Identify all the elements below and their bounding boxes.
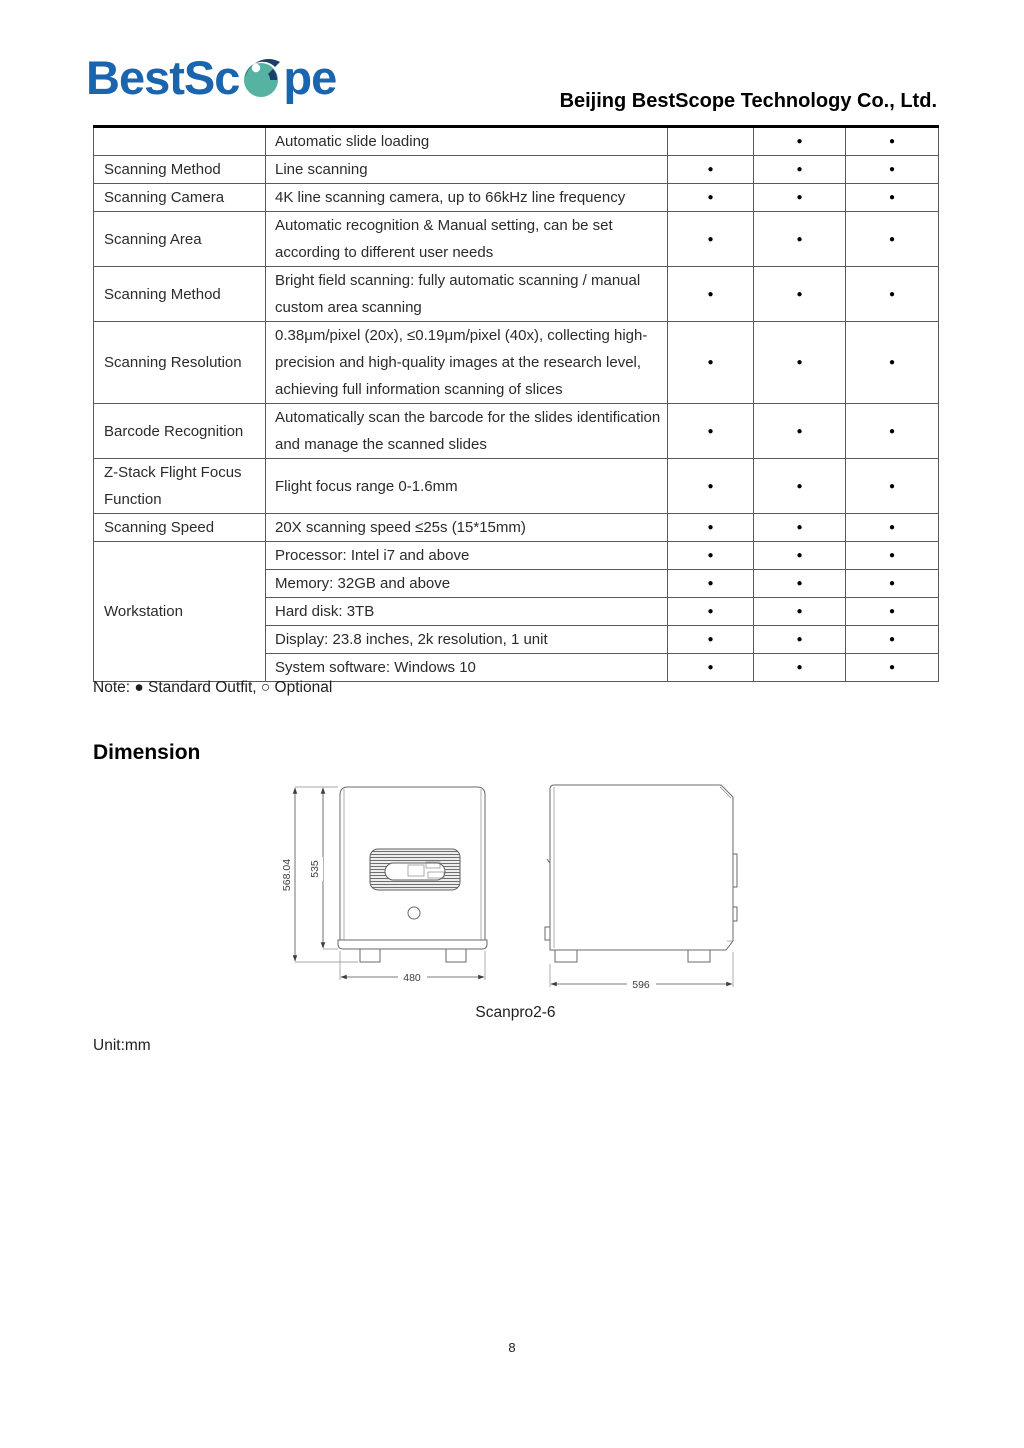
spec-description-line: Bright field scanning: fully automatic scanning / manual: [275, 272, 641, 289]
table-row: [94, 514, 939, 542]
spec-description-line: Automatically scan the barcode for the slides identification: [275, 409, 661, 426]
standard-outfit-bullet: ●: [668, 404, 754, 459]
standard-outfit-bullet: ●: [668, 212, 754, 267]
standard-outfit-bullet: ●: [846, 459, 939, 514]
spec-label: Scanning Method: [94, 267, 266, 322]
spec-description: [266, 598, 668, 626]
spec-description-line: 20X scanning speed ≤25s (15*15mm): [275, 519, 526, 536]
table-row: [94, 459, 939, 514]
spec-label: Scanning Camera: [94, 184, 266, 212]
spec-label: Scanning Method: [94, 156, 266, 184]
standard-outfit-bullet: ●: [846, 404, 939, 459]
front-height-dim: 568.04: [281, 858, 293, 892]
standard-outfit-bullet: ●: [846, 267, 939, 322]
spec-description-line: Memory: 32GB and above: [275, 575, 451, 592]
spec-description-line: and manage the scanned slides: [275, 436, 487, 453]
spec-description-line: Automatic recognition & Manual setting, can be set: [275, 217, 613, 234]
spec-description: [266, 514, 668, 542]
table-row: [94, 184, 939, 212]
spec-label: Barcode Recognition: [94, 404, 266, 459]
spec-label: Scanning Resolution: [94, 322, 266, 404]
standard-outfit-bullet: ●: [754, 156, 846, 184]
table-row: [94, 127, 939, 156]
standard-outfit-bullet: ●: [668, 598, 754, 626]
standard-outfit-bullet: ●: [668, 156, 754, 184]
front-view-drawing: [278, 775, 518, 1010]
spec-description-line: Display: 23.8 inches, 2k resolution, 1 unit: [275, 631, 548, 648]
front-width-dim: 480: [403, 972, 421, 984]
standard-outfit-bullet: ●: [754, 570, 846, 598]
spec-description: [266, 404, 668, 459]
spec-description-line: System software: Windows 10: [275, 659, 476, 676]
spec-label: Z-Stack Flight Focus Function: [94, 459, 266, 514]
standard-outfit-bullet: ●: [668, 267, 754, 322]
spec-label: Scanning Area: [94, 212, 266, 267]
spec-description-line: 4K line scanning camera, up to 66kHz line frequency: [275, 189, 626, 206]
spec-description: [266, 570, 668, 598]
standard-outfit-bullet: ●: [846, 212, 939, 267]
standard-outfit-bullet: ●: [754, 404, 846, 459]
standard-outfit-bullet: ●: [668, 654, 754, 682]
spec-description: [266, 322, 668, 404]
standard-outfit-bullet: ●: [754, 322, 846, 404]
spec-table-body: [94, 127, 939, 682]
standard-outfit-bullet: ●: [754, 514, 846, 542]
spec-description-line: Flight focus range 0-1.6mm: [275, 477, 458, 495]
standard-outfit-bullet: ●: [846, 127, 939, 156]
standard-outfit-bullet: ●: [846, 184, 939, 212]
spec-description-line: Processor: Intel i7 and above: [275, 547, 470, 564]
spec-label: Scanning Speed: [94, 514, 266, 542]
spec-description: [266, 212, 668, 267]
standard-outfit-bullet: ●: [846, 156, 939, 184]
standard-outfit-bullet: ●: [754, 212, 846, 267]
spec-description-line: precision and high-quality images at the research level,: [275, 354, 642, 371]
logo-o-icon: [240, 56, 282, 98]
page-number: 8: [508, 1340, 516, 1355]
spec-label: Workstation: [94, 542, 266, 682]
standard-outfit-bullet: ●: [754, 542, 846, 570]
spec-description: [266, 184, 668, 212]
spec-description-line: according to different user needs: [275, 244, 494, 261]
standard-outfit-bullet: ●: [668, 542, 754, 570]
logo-text-suffix: pe: [283, 51, 337, 104]
spec-description-line: Automatic slide loading: [275, 133, 430, 150]
standard-outfit-bullet: ●: [754, 626, 846, 654]
spec-description-line: 0.38μm/pixel (20x), ≤0.19μm/pixel (40x), collecting high-: [275, 327, 648, 344]
standard-outfit-bullet: ●: [668, 626, 754, 654]
standard-outfit-bullet: ●: [846, 598, 939, 626]
spec-description: [266, 156, 668, 184]
standard-outfit-bullet: ●: [846, 626, 939, 654]
standard-outfit-bullet: ●: [846, 570, 939, 598]
spec-description-line: Line scanning: [275, 161, 368, 178]
table-row: [94, 322, 939, 404]
spec-label: [94, 127, 266, 156]
side-depth-dim: 596: [632, 979, 650, 991]
table-row: [94, 212, 939, 267]
bestscope-logo: [86, 48, 336, 108]
side-view-drawing: [538, 775, 753, 1010]
front-inner-height-dim: 535: [309, 860, 321, 878]
spec-description-line: achieving full information scanning of slices: [275, 381, 563, 398]
table-row: [94, 404, 939, 459]
standard-outfit-bullet: ●: [668, 322, 754, 404]
empty-bullet-cell: [668, 127, 754, 156]
standard-outfit-bullet: ●: [754, 184, 846, 212]
company-name: Beijing BestScope Technology Co., Ltd.: [559, 90, 937, 112]
spec-description: [266, 542, 668, 570]
spec-description-line: Hard disk: 3TB: [275, 603, 375, 620]
table-row: [94, 156, 939, 184]
dimension-figure: [93, 775, 938, 1010]
standard-outfit-bullet: ●: [754, 654, 846, 682]
standard-outfit-bullet: ●: [754, 127, 846, 156]
table-row: [94, 267, 939, 322]
note-text: Note: ● Standard Outfit, ○ Optional: [93, 679, 333, 696]
unit-label: Unit:mm: [93, 1037, 151, 1054]
standard-outfit-bullet: ●: [846, 514, 939, 542]
standard-outfit-bullet: ●: [668, 459, 754, 514]
standard-outfit-bullet: ●: [668, 184, 754, 212]
spec-description: [266, 267, 668, 322]
spec-description: [266, 654, 668, 682]
standard-outfit-bullet: ●: [668, 570, 754, 598]
standard-outfit-bullet: ●: [754, 459, 846, 514]
spec-description: [266, 127, 668, 156]
spec-description: [266, 626, 668, 654]
dimension-heading: Dimension: [93, 741, 201, 764]
standard-outfit-bullet: ●: [846, 542, 939, 570]
spec-description: [266, 459, 668, 514]
spec-table: [93, 125, 939, 682]
standard-outfit-bullet: ●: [846, 654, 939, 682]
standard-outfit-bullet: ●: [846, 322, 939, 404]
figure-caption: Scanpro2-6: [475, 1004, 556, 1021]
logo-text-prefix: BestSc: [86, 51, 240, 104]
table-row: [94, 542, 939, 570]
standard-outfit-bullet: ●: [754, 598, 846, 626]
standard-outfit-bullet: ●: [668, 514, 754, 542]
standard-outfit-bullet: ●: [754, 267, 846, 322]
spec-description-line: custom area scanning: [275, 299, 422, 316]
